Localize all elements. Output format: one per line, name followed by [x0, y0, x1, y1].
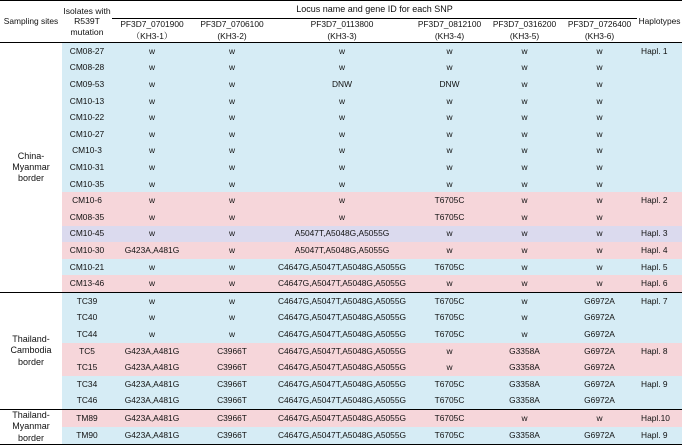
snp-cell-kh3-3: w [272, 60, 412, 77]
locus-group-header: Locus name and gene ID for each SNP [112, 1, 637, 19]
snp-cell-kh3-5: w [487, 159, 562, 176]
snp-cell-kh3-5: w [487, 143, 562, 160]
snp-cell-kh3-1: w [112, 43, 192, 60]
snp-cell-kh3-3: C4647G,A5047T,A5048G,A5055G [272, 376, 412, 393]
snp-cell-kh3-2: w [192, 192, 272, 209]
snp-cell-kh3-1: G423A,A481G [112, 410, 192, 427]
table-row [0, 275, 682, 292]
haplotype-cell [637, 143, 682, 160]
isolate-cell: CM10-27 [62, 126, 112, 143]
snp-cell-kh3-6: w [562, 176, 637, 193]
locus-kh-2: (KH3-2) [192, 31, 272, 43]
sampling-site-cell: Thailand-Myanmar border [0, 410, 62, 445]
snp-cell-kh3-3: DNW [272, 76, 412, 93]
table-row [0, 143, 682, 160]
table-row [0, 192, 682, 209]
snp-cell-kh3-3: w [272, 126, 412, 143]
snp-cell-kh3-5: w [487, 410, 562, 427]
snp-cell-kh3-1: w [112, 76, 192, 93]
snp-cell-kh3-3: C4647G,A5047T,A5048G,A5055G [272, 326, 412, 343]
snp-cell-kh3-2: C3966T [192, 359, 272, 376]
snp-cell-kh3-6: w [562, 192, 637, 209]
snp-cell-kh3-5: G3358A [487, 376, 562, 393]
isolate-cell: CM10-13 [62, 93, 112, 110]
haplotype-cell [637, 326, 682, 343]
table-row [0, 259, 682, 276]
table-row [0, 159, 682, 176]
snp-cell-kh3-4: T6705C [412, 392, 487, 409]
snp-cell-kh3-1: w [112, 192, 192, 209]
haplotype-cell [637, 392, 682, 409]
snp-cell-kh3-2: w [192, 226, 272, 243]
snp-cell-kh3-5: w [487, 275, 562, 292]
snp-cell-kh3-1: w [112, 143, 192, 160]
snp-cell-kh3-2: w [192, 126, 272, 143]
table-row [0, 359, 682, 376]
locus-kh-6: (KH3-6) [562, 31, 637, 43]
table-row [0, 126, 682, 143]
snp-cell-kh3-1: G423A,A481G [112, 392, 192, 409]
isolate-cell: CM10-21 [62, 259, 112, 276]
locus-kh-4: (KH3-4) [412, 31, 487, 43]
snp-cell-kh3-4: w [412, 109, 487, 126]
snp-cell-kh3-1: G423A,A481G [112, 376, 192, 393]
haplotype-cell: Hapl. 1 [637, 43, 682, 60]
haplotypes-header: Haplotypes [637, 1, 682, 43]
snp-cell-kh3-6: G6972A [562, 359, 637, 376]
haplotype-cell [637, 76, 682, 93]
snp-cell-kh3-6: w [562, 275, 637, 292]
locus-id-1: PF3D7_0701900 [112, 19, 192, 31]
snp-cell-kh3-1: w [112, 159, 192, 176]
table-row [0, 226, 682, 243]
snp-cell-kh3-1: G423A,A481G [112, 343, 192, 360]
snp-cell-kh3-1: w [112, 176, 192, 193]
snp-cell-kh3-2: C3966T [192, 410, 272, 427]
snp-cell-kh3-6: w [562, 209, 637, 226]
haplotype-cell [637, 176, 682, 193]
snp-cell-kh3-3: A5047T,A5048G,A5055G [272, 226, 412, 243]
snp-cell-kh3-6: G6972A [562, 392, 637, 409]
snp-cell-kh3-3: w [272, 43, 412, 60]
table-row [0, 376, 682, 393]
snp-cell-kh3-4: w [412, 176, 487, 193]
haplotype-cell: Hapl. 2 [637, 192, 682, 209]
snp-cell-kh3-4: w [412, 159, 487, 176]
haplotype-cell [637, 60, 682, 77]
snp-cell-kh3-5: w [487, 176, 562, 193]
snp-cell-kh3-1: w [112, 93, 192, 110]
isolate-cell: CM10-35 [62, 176, 112, 193]
table-row [0, 60, 682, 77]
snp-cell-kh3-6: w [562, 109, 637, 126]
snp-cell-kh3-3: w [272, 192, 412, 209]
snp-cell-kh3-2: w [192, 109, 272, 126]
snp-cell-kh3-4: T6705C [412, 292, 487, 309]
snp-cell-kh3-4: w [412, 126, 487, 143]
table-row [0, 326, 682, 343]
locus-kh-1: （KH3-1） [112, 31, 192, 43]
isolate-cell: TM89 [62, 410, 112, 427]
snp-cell-kh3-6: w [562, 226, 637, 243]
snp-cell-kh3-4: w [412, 93, 487, 110]
isolate-cell: TC15 [62, 359, 112, 376]
table-row [0, 43, 682, 60]
snp-cell-kh3-2: w [192, 292, 272, 309]
snp-cell-kh3-1: w [112, 226, 192, 243]
snp-cell-kh3-1: w [112, 310, 192, 327]
snp-cell-kh3-6: w [562, 43, 637, 60]
isolate-cell: CM10-30 [62, 242, 112, 259]
snp-cell-kh3-6: w [562, 93, 637, 110]
snp-cell-kh3-6: G6972A [562, 326, 637, 343]
snp-cell-kh3-4: w [412, 143, 487, 160]
isolate-cell: TC34 [62, 376, 112, 393]
snp-cell-kh3-3: C4647G,A5047T,A5048G,A5055G [272, 275, 412, 292]
snp-cell-kh3-1: w [112, 259, 192, 276]
haplotype-cell: Hapl.10 [637, 410, 682, 427]
snp-cell-kh3-4: w [412, 359, 487, 376]
snp-cell-kh3-4: T6705C [412, 192, 487, 209]
snp-cell-kh3-6: w [562, 143, 637, 160]
snp-cell-kh3-4: T6705C [412, 326, 487, 343]
isolate-cell: TC39 [62, 292, 112, 309]
locus-kh-3: (KH3-3) [272, 31, 412, 43]
table-row [0, 209, 682, 226]
haplotype-cell: Hapl. 5 [637, 259, 682, 276]
snp-cell-kh3-4: w [412, 242, 487, 259]
snp-cell-kh3-5: w [487, 109, 562, 126]
snp-cell-kh3-2: w [192, 93, 272, 110]
haplotype-cell: Hapl. 7 [637, 292, 682, 309]
table-body [0, 43, 682, 445]
table-row [0, 343, 682, 360]
snp-cell-kh3-1: G423A,A481G [112, 427, 192, 444]
haplotype-cell: Hapl. 4 [637, 242, 682, 259]
locus-id-4: PF3D7_0812100 [412, 19, 487, 31]
snp-cell-kh3-1: G423A,A481G [112, 359, 192, 376]
locus-kh-5: (KH3-5) [487, 31, 562, 43]
haplotype-cell [637, 93, 682, 110]
snp-cell-kh3-4: T6705C [412, 259, 487, 276]
isolate-cell: CM13-46 [62, 275, 112, 292]
isolate-cell: CM08-28 [62, 60, 112, 77]
locus-id-6: PF3D7_0726400 [562, 19, 637, 31]
snp-cell-kh3-3: C4647G,A5047T,A5048G,A5055G [272, 259, 412, 276]
snp-cell-kh3-6: G6972A [562, 310, 637, 327]
snp-cell-kh3-5: G3358A [487, 392, 562, 409]
snp-cell-kh3-4: T6705C [412, 376, 487, 393]
snp-cell-kh3-5: G3358A [487, 359, 562, 376]
isolate-cell: CM10-22 [62, 109, 112, 126]
snp-cell-kh3-1: G423A,A481G [112, 242, 192, 259]
snp-cell-kh3-4: T6705C [412, 427, 487, 444]
snp-cell-kh3-4: T6705C [412, 209, 487, 226]
table-row [0, 292, 682, 309]
snp-cell-kh3-2: w [192, 76, 272, 93]
snp-cell-kh3-5: w [487, 76, 562, 93]
table-row [0, 93, 682, 110]
table-row [0, 427, 682, 444]
snp-cell-kh3-5: w [487, 60, 562, 77]
snp-cell-kh3-1: w [112, 326, 192, 343]
snp-cell-kh3-1: w [112, 292, 192, 309]
snp-cell-kh3-3: C4647G,A5047T,A5048G,A5055G [272, 359, 412, 376]
haplotype-cell [637, 126, 682, 143]
snp-cell-kh3-4: T6705C [412, 310, 487, 327]
snp-cell-kh3-5: w [487, 310, 562, 327]
snp-cell-kh3-1: w [112, 209, 192, 226]
snp-cell-kh3-4: w [412, 60, 487, 77]
snp-cell-kh3-4: w [412, 226, 487, 243]
snp-cell-kh3-1: w [112, 60, 192, 77]
table-row [0, 76, 682, 93]
snp-cell-kh3-3: A5047T,A5048G,A5055G [272, 242, 412, 259]
snp-cell-kh3-5: w [487, 43, 562, 60]
haplotype-cell [637, 159, 682, 176]
table-row [0, 176, 682, 193]
snp-cell-kh3-2: w [192, 143, 272, 160]
table-row [0, 109, 682, 126]
snp-cell-kh3-3: C4647G,A5047T,A5048G,A5055G [272, 343, 412, 360]
isolates-header: Isolates with R539T mutation [62, 1, 112, 43]
snp-cell-kh3-5: w [487, 292, 562, 309]
snp-cell-kh3-5: w [487, 259, 562, 276]
snp-cell-kh3-2: w [192, 209, 272, 226]
locus-id-5: PF3D7_0316200 [487, 19, 562, 31]
snp-cell-kh3-5: w [487, 242, 562, 259]
snp-cell-kh3-2: w [192, 310, 272, 327]
snp-cell-kh3-2: C3966T [192, 343, 272, 360]
snp-cell-kh3-6: w [562, 126, 637, 143]
snp-cell-kh3-3: w [272, 143, 412, 160]
isolate-cell: TC40 [62, 310, 112, 327]
snp-cell-kh3-3: w [272, 93, 412, 110]
locus-id-3: PF3D7_0113800 [272, 19, 412, 31]
snp-cell-kh3-2: w [192, 60, 272, 77]
snp-cell-kh3-4: w [412, 343, 487, 360]
snp-cell-kh3-2: w [192, 326, 272, 343]
snp-cell-kh3-5: w [487, 326, 562, 343]
isolate-cell: CM08-27 [62, 43, 112, 60]
haplotype-cell: Hapl. 9 [637, 376, 682, 393]
snp-cell-kh3-3: C4647G,A5047T,A5048G,A5055G [272, 292, 412, 309]
snp-cell-kh3-3: w [272, 209, 412, 226]
snp-cell-kh3-5: w [487, 209, 562, 226]
haplotype-cell: Hapl. 9 [637, 427, 682, 444]
snp-cell-kh3-5: G3358A [487, 343, 562, 360]
snp-cell-kh3-6: w [562, 159, 637, 176]
snp-cell-kh3-6: G6972A [562, 376, 637, 393]
snp-cell-kh3-5: w [487, 93, 562, 110]
locus-id-2: PF3D7_0706100 [192, 19, 272, 31]
isolate-cell: CM08-35 [62, 209, 112, 226]
snp-cell-kh3-5: w [487, 226, 562, 243]
haplotype-cell: Hapl. 8 [637, 343, 682, 360]
snp-cell-kh3-3: C4647G,A5047T,A5048G,A5055G [272, 427, 412, 444]
snp-cell-kh3-2: w [192, 259, 272, 276]
isolate-cell: CM09-53 [62, 76, 112, 93]
table-row [0, 410, 682, 427]
snp-cell-kh3-6: w [562, 410, 637, 427]
snp-cell-kh3-1: w [112, 275, 192, 292]
haplotype-cell [637, 109, 682, 126]
haplotype-cell [637, 209, 682, 226]
isolate-cell: TC46 [62, 392, 112, 409]
isolate-cell: CM10-6 [62, 192, 112, 209]
snp-cell-kh3-2: C3966T [192, 376, 272, 393]
snp-cell-kh3-3: w [272, 176, 412, 193]
table-row [0, 242, 682, 259]
snp-cell-kh3-6: w [562, 76, 637, 93]
snp-cell-kh3-3: w [272, 159, 412, 176]
table-row [0, 310, 682, 327]
snp-cell-kh3-2: w [192, 43, 272, 60]
snp-cell-kh3-5: w [487, 126, 562, 143]
snp-cell-kh3-4: DNW [412, 76, 487, 93]
table-row [0, 392, 682, 409]
snp-cell-kh3-6: w [562, 259, 637, 276]
snp-cell-kh3-6: G6972A [562, 343, 637, 360]
haplotype-cell [637, 310, 682, 327]
snp-cell-kh3-2: w [192, 176, 272, 193]
snp-cell-kh3-1: w [112, 126, 192, 143]
sampling-site-cell: Thailand-Cambodia border [0, 292, 62, 409]
snp-cell-kh3-4: w [412, 43, 487, 60]
sampling-site-cell: China-Myanmar border [0, 43, 62, 293]
snp-cell-kh3-3: C4647G,A5047T,A5048G,A5055G [272, 410, 412, 427]
isolate-cell: TC5 [62, 343, 112, 360]
snp-cell-kh3-6: w [562, 242, 637, 259]
isolate-cell: CM10-45 [62, 226, 112, 243]
haplotype-cell: Hapl. 3 [637, 226, 682, 243]
snp-cell-kh3-3: w [272, 109, 412, 126]
snp-cell-kh3-2: w [192, 275, 272, 292]
isolate-cell: TM90 [62, 427, 112, 444]
snp-cell-kh3-6: G6972A [562, 292, 637, 309]
snp-cell-kh3-1: w [112, 109, 192, 126]
haplotype-cell: Hapl. 6 [637, 275, 682, 292]
snp-cell-kh3-3: C4647G,A5047T,A5048G,A5055G [272, 310, 412, 327]
snp-cell-kh3-2: w [192, 159, 272, 176]
snp-cell-kh3-2: w [192, 242, 272, 259]
isolate-cell: CM10-3 [62, 143, 112, 160]
snp-cell-kh3-4: w [412, 275, 487, 292]
haplotype-cell [637, 359, 682, 376]
isolate-cell: TC44 [62, 326, 112, 343]
sampling-sites-header: Sampling sites [0, 1, 62, 43]
snp-cell-kh3-5: G3358A [487, 427, 562, 444]
snp-cell-kh3-2: C3966T [192, 392, 272, 409]
snp-cell-kh3-6: w [562, 60, 637, 77]
snp-cell-kh3-2: C3966T [192, 427, 272, 444]
snp-cell-kh3-3: C4647G,A5047T,A5048G,A5055G [272, 392, 412, 409]
snp-cell-kh3-4: T6705C [412, 410, 487, 427]
snp-cell-kh3-6: G6972A [562, 427, 637, 444]
snp-cell-kh3-5: w [487, 192, 562, 209]
isolate-cell: CM10-31 [62, 159, 112, 176]
